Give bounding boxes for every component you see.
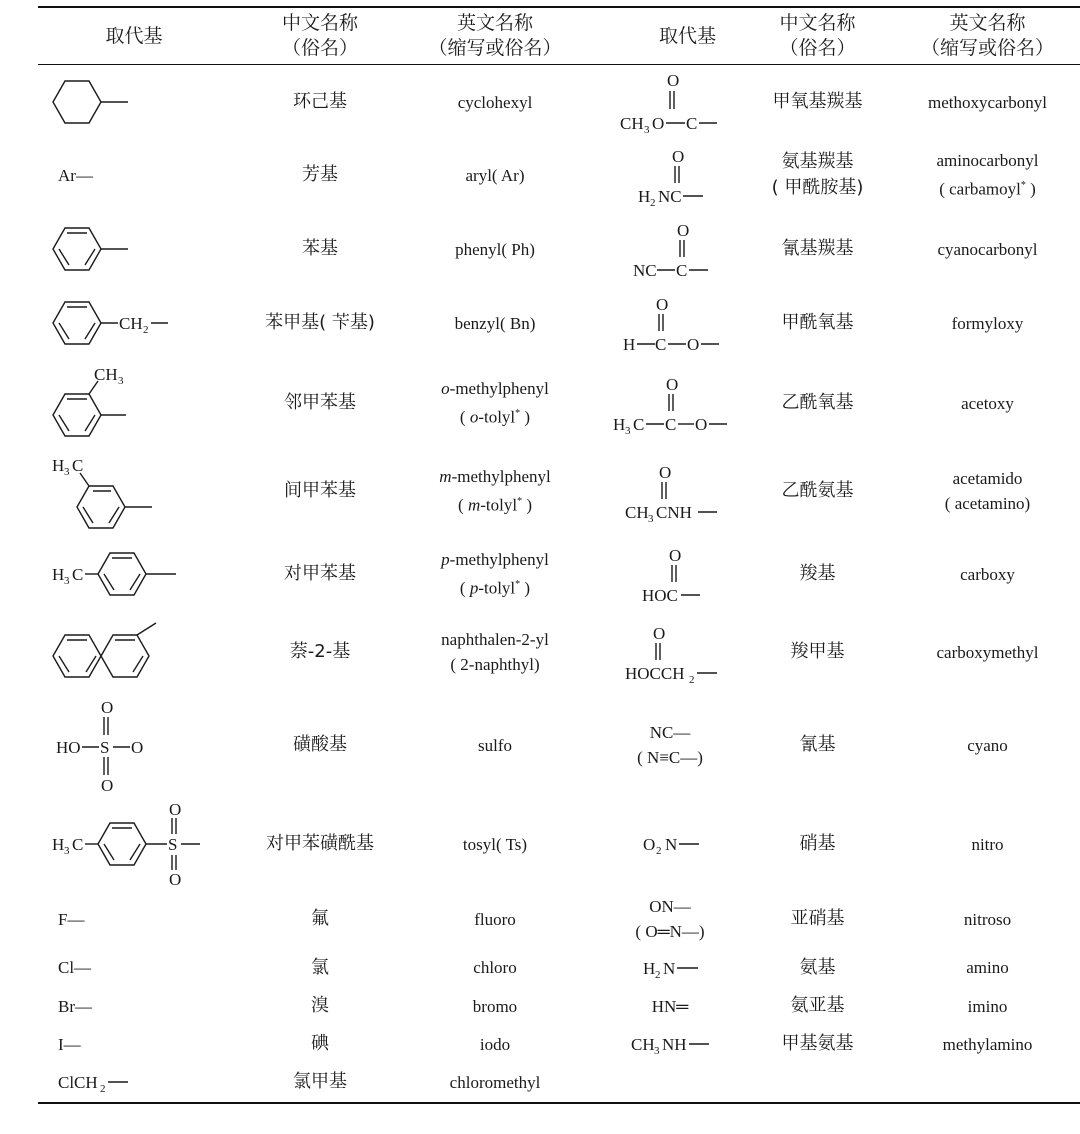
- english-name: bromo: [472, 996, 518, 1016]
- atom-label: H: [623, 335, 636, 354]
- atom-label: H: [52, 565, 65, 584]
- english-name-line: ( p-tolyl* ): [459, 578, 531, 598]
- structure-cyano: [585, 692, 755, 798]
- structure-nitroso: [585, 890, 755, 948]
- structure-fluoro: [48, 890, 220, 948]
- english-name: carboxy: [960, 564, 1015, 584]
- atom-label: NH: [662, 1035, 687, 1054]
- structure-imino: [585, 987, 755, 1025]
- header-text: （俗名）: [779, 37, 856, 59]
- atom-label: C: [633, 415, 645, 434]
- header-substituent-left: [48, 8, 220, 64]
- structure-aryl: [48, 138, 220, 212]
- english-name: [410, 612, 580, 692]
- english-name: tosyl( Ts): [462, 834, 528, 854]
- structure-phenyl: [48, 212, 220, 286]
- english-name-line: o-methylphenyl: [441, 379, 549, 399]
- english-name-line: p-methylphenyl: [441, 550, 549, 570]
- table-row: [0, 987, 1080, 1025]
- atom-label: O: [169, 800, 182, 819]
- structure-chloro: [48, 948, 220, 987]
- substituent-text: Ar—: [58, 165, 93, 185]
- atom-label: O: [687, 335, 700, 354]
- header-text: （缩写或俗名）: [920, 37, 1054, 59]
- english-name-line: ( 2-naphthyl): [450, 655, 540, 674]
- table-row: [0, 948, 1080, 987]
- chinese-name: 氰基: [799, 734, 836, 755]
- subscript: 3: [64, 466, 70, 478]
- chinese-name: 乙酰氨基: [781, 480, 854, 501]
- atom-label: C: [665, 415, 677, 434]
- chinese-name: 氯甲基: [293, 1071, 347, 1092]
- english-name: [895, 446, 1080, 536]
- chinese-name: 乙酰氧基: [781, 392, 854, 413]
- atom-label: O: [101, 776, 114, 795]
- english-name-line: m-methylphenyl: [439, 467, 551, 487]
- subscript: 3: [625, 425, 631, 436]
- chinese-name: [735, 138, 900, 212]
- chinese-name: 硝基: [799, 833, 836, 854]
- structure-methoxycarbonyl: [585, 66, 755, 138]
- atom-label: O: [677, 221, 690, 240]
- atom-label: O: [695, 415, 708, 434]
- chinese-name: 碘: [311, 1033, 329, 1054]
- atom-label: O: [652, 114, 665, 133]
- header-text: 中文名称: [281, 12, 358, 34]
- chinese-name: 苯基: [302, 238, 338, 259]
- english-name: carboxymethyl: [936, 642, 1039, 662]
- table-bottom-rule: [38, 1102, 1080, 1104]
- table-row: [0, 692, 1080, 798]
- header-english-name-left: [410, 8, 580, 64]
- atom-label: C: [686, 114, 698, 133]
- chinese-name: 邻甲苯基: [284, 392, 356, 413]
- header-text: 英文名称: [949, 12, 1026, 34]
- atom-label: C: [72, 456, 84, 475]
- header-chinese-name-right: [735, 8, 900, 64]
- structure-formyloxy: [585, 286, 755, 360]
- atom-label: HO: [56, 738, 81, 757]
- substituent-text: F—: [58, 909, 85, 929]
- chinese-name: 氟: [311, 908, 329, 929]
- atom-label: O: [667, 71, 680, 90]
- chinese-name: 对甲苯磺酰基: [266, 833, 374, 854]
- chinese-name: 苯甲基( 苄基): [265, 312, 375, 333]
- english-name: iodo: [479, 1034, 511, 1054]
- header-text: 取代基: [658, 24, 716, 47]
- structure-m-tolyl: [48, 446, 220, 536]
- structure-aminocarbonyl: [585, 138, 755, 212]
- english-name: phenyl( Ph): [455, 239, 535, 259]
- atom-label: C: [72, 565, 84, 584]
- atom-label: O: [643, 835, 656, 854]
- chinese-name: 羧甲基: [790, 641, 845, 662]
- chinese-name: 萘-2-基: [289, 641, 351, 662]
- atom-label: H: [638, 187, 651, 206]
- english-name: methoxycarbonyl: [928, 92, 1047, 112]
- atom-label: O: [656, 295, 669, 314]
- structure-iodo: [48, 1025, 220, 1063]
- atom-label: NC: [633, 261, 657, 280]
- atom-label: H: [52, 835, 65, 854]
- table-row: [0, 446, 1080, 536]
- english-name: amino: [966, 958, 1009, 977]
- atom-label: H: [613, 415, 626, 434]
- chinese-name: 芳基: [302, 164, 338, 185]
- english-name-line: acetamido: [952, 469, 1023, 488]
- atom-label: CH: [625, 503, 649, 522]
- english-name: fluoro: [474, 909, 516, 929]
- english-name-line: ( o-tolyl* ): [459, 407, 531, 427]
- english-name: cyano: [967, 735, 1008, 755]
- atom-label: C: [72, 835, 84, 854]
- substituent-text: Br—: [58, 996, 92, 1016]
- table-row: [0, 536, 1080, 612]
- chinese-name: 间甲苯基: [284, 480, 356, 501]
- subscript: 2: [143, 324, 149, 336]
- atom-label: S: [100, 738, 110, 757]
- english-name: benzyl( Bn): [454, 313, 536, 333]
- subscript: 3: [648, 513, 654, 524]
- atom-label: CH: [631, 1035, 655, 1054]
- english-name: [895, 138, 1080, 212]
- english-name: imino: [967, 996, 1008, 1016]
- chinese-name: 亚硝基: [790, 908, 845, 929]
- english-name-line: naphthalen-2-yl: [441, 630, 549, 649]
- structure-cyclohexyl: [48, 66, 220, 138]
- structure-2-naphthyl: [48, 612, 220, 692]
- structure-o-tolyl: [48, 360, 220, 446]
- substituent-text: Cl—: [58, 958, 92, 977]
- structure-carboxymethyl: [585, 612, 755, 692]
- structure-amino: [585, 948, 755, 987]
- table-row: [0, 66, 1080, 138]
- chinese-name: 氨基: [799, 956, 836, 978]
- header-text: 英文名称: [456, 12, 533, 34]
- structure-p-tolyl: [48, 536, 220, 612]
- header-chinese-name-left: [225, 8, 415, 64]
- substituent-text: I—: [58, 1034, 81, 1054]
- chinese-name: 甲酰氧基: [781, 312, 854, 333]
- english-name: formyloxy: [951, 313, 1024, 333]
- subscript: 2: [650, 197, 656, 208]
- atom-label: O: [653, 624, 666, 643]
- atom-label: O: [672, 147, 685, 166]
- table-row: [0, 212, 1080, 286]
- chinese-name: 氯: [311, 956, 329, 978]
- atom-label: O: [101, 698, 114, 717]
- english-name: nitroso: [963, 909, 1012, 929]
- substituent-text: ( O═N—): [635, 922, 705, 941]
- atom-label: H: [643, 958, 656, 978]
- atom-label: O: [669, 546, 682, 565]
- english-name: aryl( Ar): [465, 165, 525, 185]
- chinese-name: 氰基羰基: [781, 238, 854, 259]
- chinese-name: 氨亚基: [790, 995, 845, 1016]
- structure-tosyl: [48, 798, 220, 890]
- header-text: （缩写或俗名）: [428, 37, 562, 59]
- structure-acetoxy: [585, 360, 755, 446]
- atom-label: NC: [658, 187, 682, 206]
- english-name-line: ( acetamino): [944, 494, 1031, 513]
- english-name: chloro: [473, 958, 517, 977]
- atom-label: H: [52, 456, 65, 475]
- english-name-line: ( m-tolyl* ): [458, 495, 532, 515]
- chinese-name-line: ( 甲酰胺基): [771, 177, 864, 198]
- atom-label: O: [659, 463, 672, 482]
- chinese-name: 磺酸基: [293, 734, 347, 755]
- atom-label: N: [665, 835, 678, 854]
- atom-label: HOCCH: [625, 664, 685, 683]
- table-row: [0, 1063, 1080, 1101]
- english-name: sulfo: [478, 735, 512, 755]
- substituent-text: HN═: [651, 996, 689, 1016]
- subscript: 2: [689, 674, 695, 685]
- english-name: chloromethyl: [449, 1072, 541, 1092]
- atom-label: CNH: [656, 503, 692, 522]
- table-row: [0, 890, 1080, 948]
- english-name: [410, 536, 580, 612]
- substituent-text: NC—: [649, 723, 691, 742]
- subscript: 2: [655, 968, 661, 981]
- atom-label: CH: [620, 114, 644, 133]
- subscript: 3: [654, 1045, 660, 1057]
- table-row: [0, 798, 1080, 890]
- chinese-name: 溴: [311, 995, 329, 1016]
- substituent-text: ( N≡C—): [637, 748, 703, 767]
- english-name: cyanocarbonyl: [937, 239, 1038, 259]
- structure-carboxy: [585, 536, 755, 612]
- structure-chloromethyl: [48, 1063, 220, 1101]
- table-row: [0, 612, 1080, 692]
- english-name-line: ( carbamoyl* ): [939, 179, 1036, 199]
- header-english-name-right: [895, 8, 1080, 64]
- table-row: [0, 286, 1080, 360]
- subscript: 3: [644, 124, 650, 135]
- subscript: 2: [656, 845, 662, 857]
- subscript: 2: [100, 1083, 106, 1095]
- subscript: 3: [64, 845, 70, 857]
- chinese-name-line: 氨基羰基: [781, 151, 854, 172]
- chinese-name: 环己基: [293, 91, 347, 112]
- atom-label: CH: [94, 365, 118, 384]
- header-text: 中文名称: [779, 12, 856, 34]
- atom-label: CH: [119, 314, 143, 333]
- atom-label: O: [666, 375, 679, 394]
- structure-benzyl: [48, 286, 220, 360]
- structure-cyanocarbonyl: [585, 212, 755, 286]
- atom-label: C: [655, 335, 667, 354]
- atom-label: ClCH: [58, 1073, 98, 1092]
- structure-sulfo: [48, 692, 220, 798]
- atom-label: O: [131, 738, 144, 757]
- subscript: 3: [118, 375, 124, 387]
- chinese-name: 对甲苯基: [284, 563, 356, 584]
- header-text: （俗名）: [281, 37, 358, 59]
- structure-methylamino: [585, 1025, 755, 1063]
- structure-nitro: [585, 798, 755, 890]
- chinese-name: 甲基氨基: [781, 1033, 854, 1054]
- english-name: nitro: [971, 834, 1004, 854]
- english-name: methylamino: [942, 1034, 1033, 1054]
- header-text: 取代基: [105, 24, 163, 47]
- atom-label: HOC: [642, 586, 678, 605]
- atom-label: N: [663, 958, 676, 978]
- table-row: [0, 138, 1080, 212]
- structure-bromo: [48, 987, 220, 1025]
- atom-label: C: [676, 261, 688, 280]
- table-row: [0, 1025, 1080, 1063]
- atom-label: S: [168, 835, 178, 854]
- table-header-rule: [38, 64, 1080, 65]
- atom-label: O: [169, 870, 182, 888]
- substituent-text: ON—: [649, 897, 691, 916]
- english-name: cyclohexyl: [457, 92, 533, 112]
- chinese-name: 羧基: [799, 563, 836, 584]
- english-name: acetoxy: [961, 393, 1014, 413]
- structure-acetamido: [585, 446, 755, 536]
- english-name: [410, 360, 580, 446]
- chinese-name: 甲氧基羰基: [772, 91, 863, 112]
- subscript: 3: [64, 575, 70, 587]
- english-name: [410, 446, 580, 536]
- english-name-line: aminocarbonyl: [936, 151, 1039, 171]
- table-row: [0, 360, 1080, 446]
